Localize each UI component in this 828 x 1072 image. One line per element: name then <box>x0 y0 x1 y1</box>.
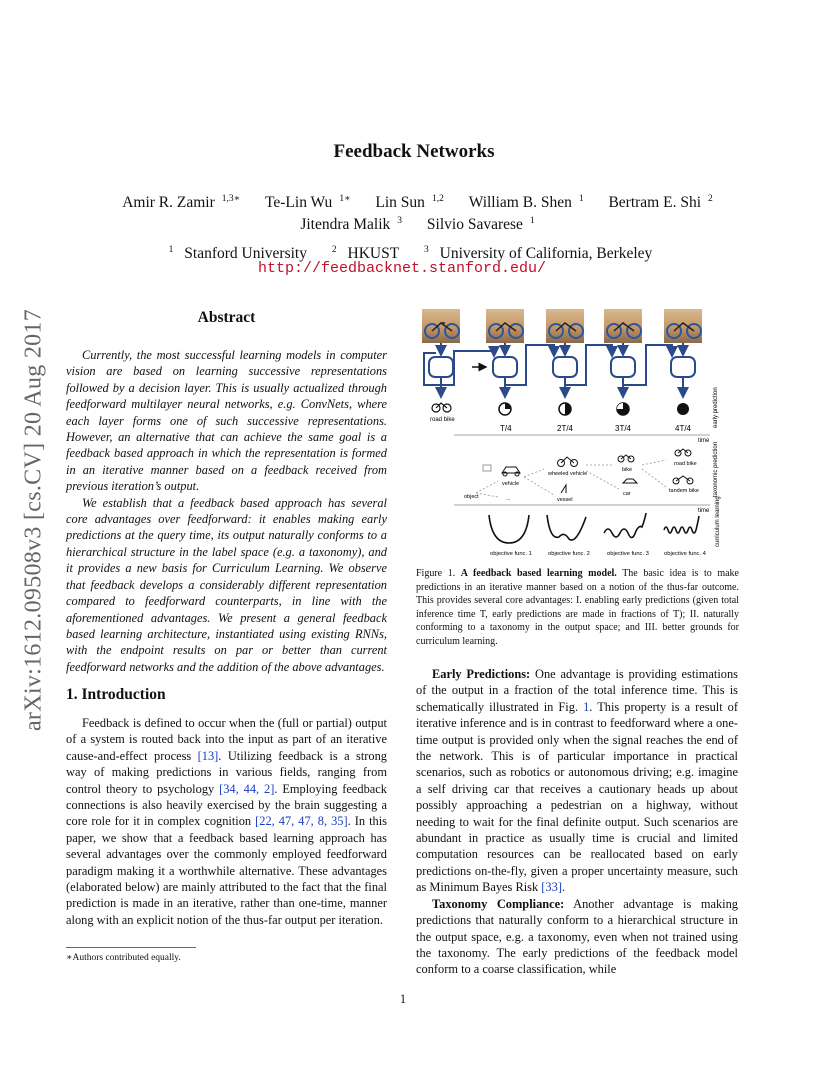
citation-link[interactable]: [33] <box>541 880 562 895</box>
bike-photo <box>486 309 524 343</box>
time-axis-label: time <box>698 438 710 444</box>
abstract-paragraph: Currently, the most successful learning models in computer vision are based on learning successive representations followed by a decision layer. This is usually actualized through feedforward multilayer neural networks, e.g. ConvNets, where each layer forms one of such successive representations. However, an alternative that can achieve the same goal is a feedback based approach in which the representation is formed in an iterative manner based on a feedback received from previous iteration’s output. <box>66 348 387 494</box>
affiliation: $^3$ University of California, Berkeley <box>424 245 653 263</box>
citation-link[interactable]: [34, 44, 2] <box>219 781 275 796</box>
author: Te-Lin Wu $^{1∗}$ <box>265 194 351 212</box>
objective-label: objective func. 3 <box>607 551 649 557</box>
svg-text:bike: bike <box>622 467 633 473</box>
figure-caption: Figure 1. A feedback based learning model. The basic idea is to make predictions in an iterative manner based on a notion of the thus-far outcome. This provides several core advantages: I. enabling early predictions (given total inference time T, early predictions are made in fractions of T); II. naturally conforming to a taxonomy in the output space; and III. better grounds for curriculum learning. <box>416 568 740 647</box>
right-column-body <box>416 666 738 978</box>
row-label: curriculum learning <box>715 496 721 547</box>
citation-link[interactable]: [13] <box>197 748 219 763</box>
taxonomy-labels <box>464 461 699 503</box>
bike-icon <box>432 403 451 412</box>
bike-photo <box>422 309 460 343</box>
time-label: T/4 <box>500 424 512 433</box>
footnote: ∗Authors contributed equally. <box>66 953 181 963</box>
objective-curves <box>489 513 699 543</box>
objective-label: objective func. 1 <box>490 551 532 557</box>
figure-ref-link[interactable]: 1 <box>583 699 590 714</box>
affiliation: $^1$ Stanford University <box>168 245 307 263</box>
project-url[interactable]: http://feedbacknet.stanford.edu/ <box>257 260 547 277</box>
affiliation: $^2$ HKUST <box>331 245 400 263</box>
author: Lin Sun $^{1,2}$ <box>375 194 444 212</box>
author: William B. Shen $^1$ <box>468 194 584 212</box>
taxonomy-icons <box>502 449 693 493</box>
time-axis-label: time <box>698 508 710 514</box>
prediction-label: road bike <box>430 417 455 423</box>
row-label: early prediction <box>713 387 719 428</box>
footnote-rule <box>66 947 196 948</box>
time-label: 2T/4 <box>557 424 574 433</box>
svg-text:car: car <box>623 491 631 497</box>
svg-text:object: object <box>464 494 479 500</box>
author: Bertram E. Shi $^2$ <box>608 194 713 212</box>
intro-paragraph: Feedback is defined to occur when the (full or partial) output of a system is routed back into the input as part of an iterative cause-and-effect process [13]. Utilizing feedback is a strong way of making predictions in various fields, ranging from control theory to psychology [34, 44, 2]. Employing feedback connections is also heavily exercised by the brain suggesting a core role for it in complex cognition [22, 47, 47, 8, 35]. In this paper, we show that a feedback based learning approach has several advantages over the commonly employed feedforward paradigm making it a worthwhile alternative. These advantages (elaborated below) are mainly attributed to the fact that the final prediction is made in an iterative, rather than one-time, manner along with an explicit notion of the thus-far output per iteration. <box>66 716 388 927</box>
svg-text:vessel: vessel <box>557 497 573 503</box>
svg-text:wheeled vehicle: wheeled vehicle <box>548 471 588 477</box>
author: Amir R. Zamir $^{1,3∗}$ <box>122 194 241 212</box>
svg-text:...: ... <box>506 496 511 502</box>
svg-text:vehicle: vehicle <box>502 481 520 487</box>
bike-photo <box>604 309 642 343</box>
bike-photo <box>664 309 702 343</box>
time-label: 4T/4 <box>675 424 692 433</box>
abstract-body <box>66 347 387 675</box>
svg-text:road bike: road bike <box>674 461 697 467</box>
network-units <box>424 343 695 397</box>
figure-1 <box>414 305 742 560</box>
abstract-paragraph: We establish that a feedback based approach has several core advantages over feedforward: it enables making early predictions at the query time, its output naturally conforms to a hierarchical structure in the label space (e.g. a taxonomy), and it provides a new basis for Curriculum Learning. We observe that feedback develops a considerably different representation compared to feedforward counterparts, in line with the aforementioned advantages. We present a general feedback based learning architecture, instantiated using existing RNNs, with the endpoint results on par or better than current feedforward networks and the addition of the above advantages. <box>66 495 387 674</box>
author: Silvio Savarese $^1$ <box>426 216 535 234</box>
citation-link[interactable]: [22, 47, 47, 8, 35] <box>255 814 348 829</box>
bike-photo <box>546 309 584 343</box>
section-heading: 1. Introduction <box>66 686 166 703</box>
paper-title: Feedback Networks <box>333 141 495 162</box>
paragraph-early-predictions: Early Predictions: One advantage is providing estimations of the output in a fraction of the total inference time. This is schematically illustrated in Fig. 1. This property is a result of iterative inference and is in contrast to feedforward where a one-time output is provided only when the signal reaches the end of the network. This is of particular importance in practical scenarios, such as robotics or autonomous driving; e.g. imagine a self driving car that receives a cautionary heads up about possibly approaching a pedestrian on a highway, without needing to wait for the final definite output. Such scenarios are abundant in practice as usually time is crucial and limited computation resources can be reallocated based on early predictions on-the-fly, given a proper uncertainty measure, such as Minimum Bayes Risk [33]. <box>416 667 739 895</box>
authors-line-2 <box>60 210 768 236</box>
row-label: taxonomic prediction <box>713 441 719 497</box>
intro-body <box>66 715 387 928</box>
progress-pie-icon <box>499 403 689 415</box>
abstract-heading: Abstract <box>197 309 256 326</box>
paragraph-taxonomy-compliance: Taxonomy Compliance: Another advantage is making predictions that naturally conform to a hierarchical structure in the output space, e.g. a taxonomy, even when not trained using the taxonomy. The early predictions of the feedback model conform to a coarse classification, while <box>416 896 738 977</box>
page-number: 1 <box>399 992 407 1006</box>
author: Jitendra Malik $^3$ <box>300 216 403 234</box>
svg-text:tandem bike: tandem bike <box>669 488 699 494</box>
objective-label: objective func. 2 <box>548 551 590 557</box>
objective-label: objective func. 4 <box>664 551 706 557</box>
time-label: 3T/4 <box>615 424 632 433</box>
arxiv-side-label: arXiv:1612.09508v3 [cs.CV] 20 Aug 2017 <box>20 308 47 732</box>
